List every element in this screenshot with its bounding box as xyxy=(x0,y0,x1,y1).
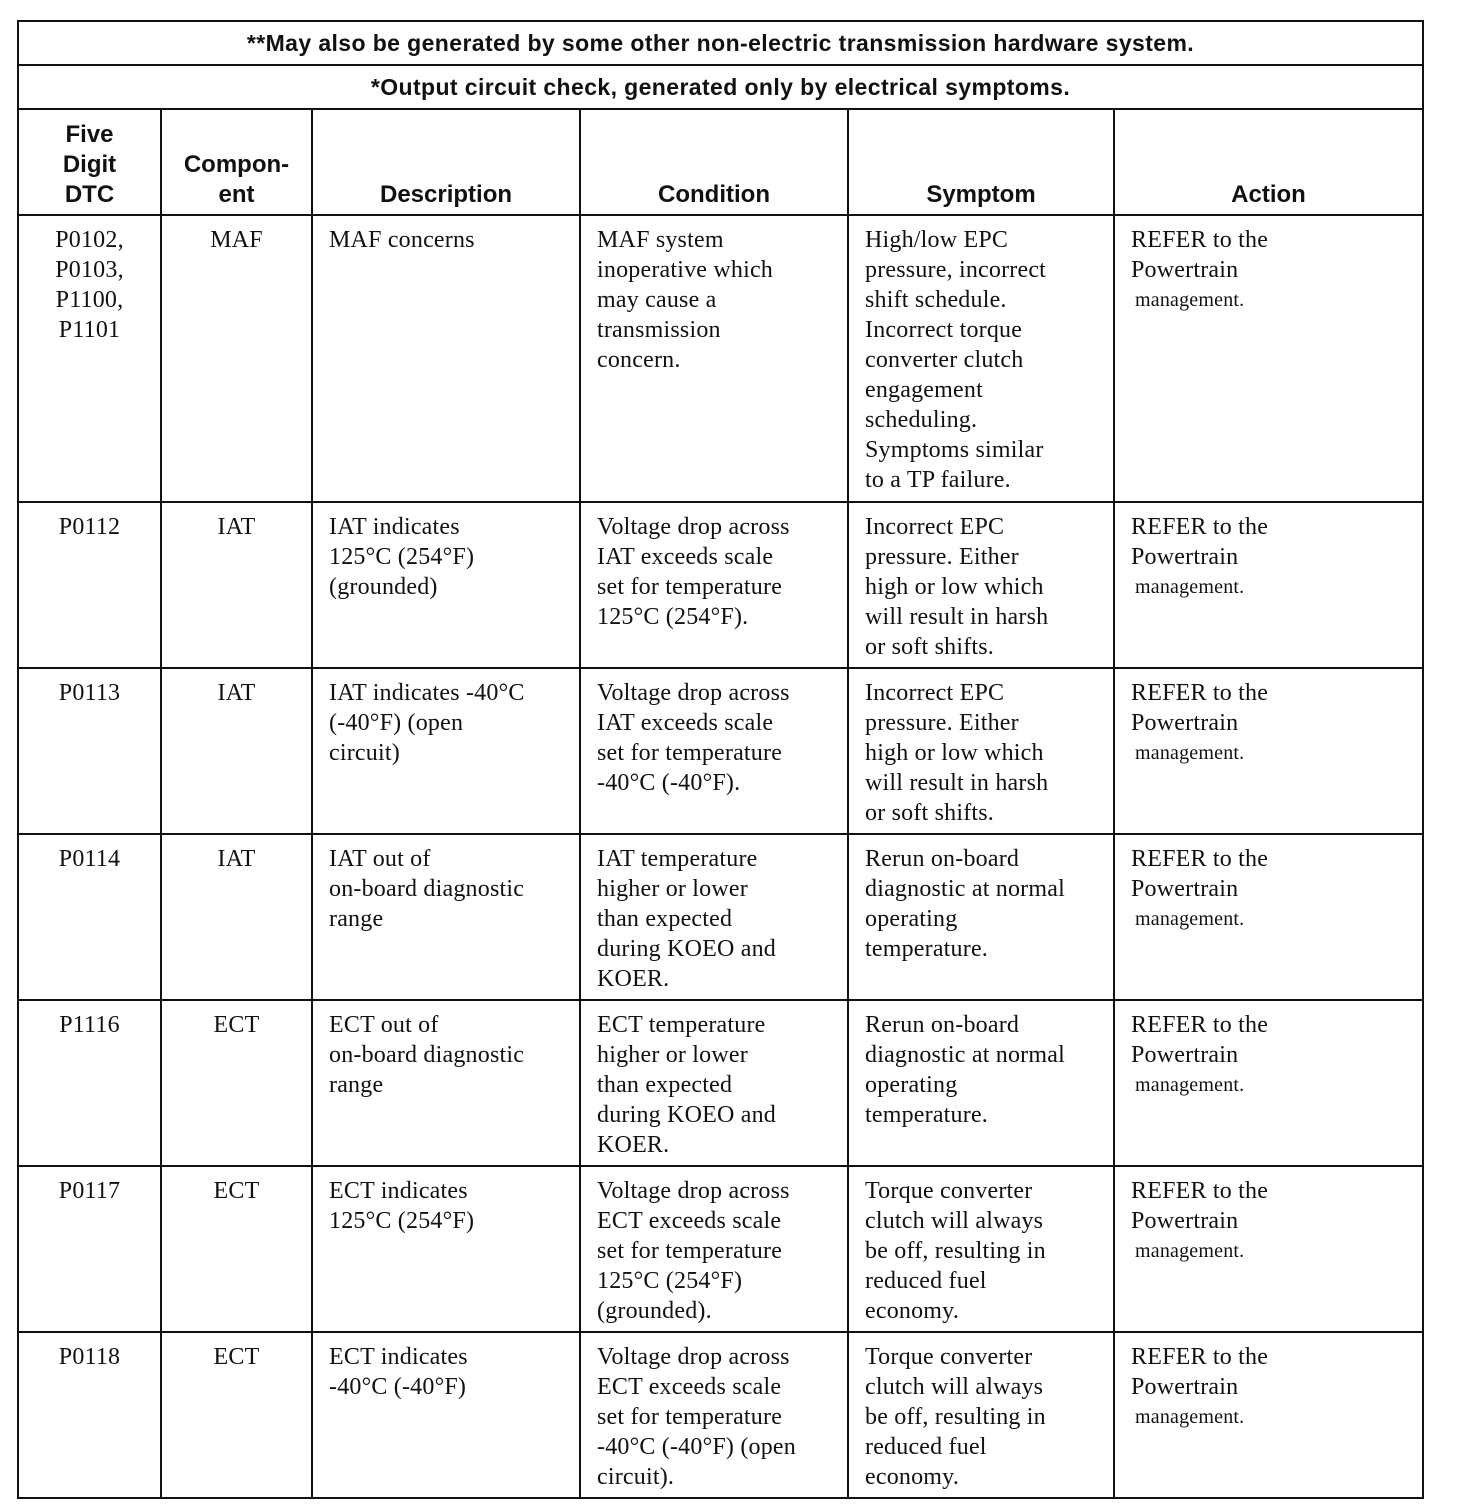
action-cell-line: management. xyxy=(1135,1074,1245,1096)
symptom-cell-line: Symptoms similar xyxy=(865,437,1044,463)
condition-cell-line: (grounded). xyxy=(597,1298,712,1324)
header-component-line: ent xyxy=(218,181,255,208)
condition-cell-line: IAT exceeds scale xyxy=(597,544,774,570)
condition-cell xyxy=(580,1166,848,1332)
dtc-cell xyxy=(18,1166,161,1332)
action-cell-line: REFER to the xyxy=(1131,680,1269,706)
action-cell xyxy=(1114,834,1423,1000)
condition-cell xyxy=(580,1332,848,1498)
action-cell-line: REFER to the xyxy=(1131,514,1269,540)
header-description xyxy=(312,109,580,215)
header-dtc-line: Digit xyxy=(62,151,117,178)
dtc-cell-line: P0112 xyxy=(58,514,121,540)
component-cell xyxy=(161,502,312,668)
action-cell-line: REFER to the xyxy=(1131,1344,1269,1370)
condition-cell-line: 125°C (254°F) xyxy=(597,1268,743,1294)
component-cell-line: IAT xyxy=(217,514,256,540)
symptom-cell-line: pressure. Either xyxy=(865,544,1019,570)
condition-cell-line: may cause a xyxy=(597,287,717,313)
note-row xyxy=(18,21,1423,65)
symptom-cell-line: clutch will always xyxy=(865,1208,1044,1234)
condition-cell-line: 125°C (254°F). xyxy=(597,604,749,630)
symptom-cell xyxy=(848,1166,1114,1332)
component-cell-line: ECT xyxy=(213,1344,260,1370)
action-cell xyxy=(1114,668,1423,834)
table-body xyxy=(18,21,1423,1498)
condition-cell xyxy=(580,668,848,834)
condition-cell-line: ECT exceeds scale xyxy=(597,1374,782,1400)
symptom-cell xyxy=(848,215,1114,502)
action-cell-line: Powertrain xyxy=(1131,710,1239,736)
symptom-cell-line: will result in harsh xyxy=(865,770,1049,796)
header-row xyxy=(18,109,1423,215)
symptom-cell-line: Torque converter xyxy=(865,1344,1033,1370)
symptom-cell-line: be off, resulting in xyxy=(865,1404,1046,1430)
condition-cell-line: Voltage drop across xyxy=(597,1344,790,1370)
dtc-cell-line: P0118 xyxy=(58,1344,121,1370)
description-cell-line: (-40°F) (open xyxy=(329,710,464,736)
table-row xyxy=(18,1166,1423,1332)
dtc-cell-line: P0114 xyxy=(58,846,121,872)
header-component xyxy=(161,109,312,215)
condition-cell-line: during KOEO and xyxy=(597,936,776,962)
symptom-cell-line: Rerun on-board xyxy=(865,1012,1020,1038)
symptom-cell-line: or soft shifts. xyxy=(865,634,994,660)
dtc-cell xyxy=(18,215,161,502)
condition-cell-line: KOER. xyxy=(597,966,670,992)
symptom-cell-line: high or low which xyxy=(865,574,1044,600)
condition-cell-line: ECT temperature xyxy=(597,1012,766,1038)
condition-cell-line: -40°C (-40°F) (open xyxy=(597,1434,796,1460)
condition-cell-line: inoperative which xyxy=(597,257,774,283)
description-cell-line: range xyxy=(329,906,384,932)
action-cell-line: management. xyxy=(1135,1240,1245,1262)
symptom-cell-line: economy. xyxy=(865,1464,960,1490)
description-cell-line: IAT indicates xyxy=(329,514,460,540)
table-row xyxy=(18,668,1423,834)
description-cell-line: MAF concerns xyxy=(329,227,475,253)
condition-cell xyxy=(580,215,848,502)
condition-cell-line: -40°C (-40°F). xyxy=(597,770,741,796)
dtc-cell xyxy=(18,1000,161,1166)
header-action-line: Action xyxy=(1231,181,1306,208)
condition-cell-line: than expected xyxy=(597,906,733,932)
header-condition xyxy=(580,109,848,215)
condition-cell-line: Voltage drop across xyxy=(597,1178,790,1204)
dtc-cell-line: P1101 xyxy=(58,317,121,343)
description-cell-line: range xyxy=(329,1072,384,1098)
condition-cell-line: than expected xyxy=(597,1072,733,1098)
description-cell-line: IAT indicates -40°C xyxy=(329,680,525,706)
dtc-cell-line: P0103, xyxy=(55,257,124,283)
header-condition-line: Condition xyxy=(658,181,770,208)
symptom-cell-line: be off, resulting in xyxy=(865,1238,1046,1264)
action-cell-line: Powertrain xyxy=(1131,544,1239,570)
table-row xyxy=(18,1000,1423,1166)
symptom-cell xyxy=(848,502,1114,668)
condition-cell-line: set for temperature xyxy=(597,1404,783,1430)
action-cell-line: Powertrain xyxy=(1131,876,1239,902)
symptom-cell-line: clutch will always xyxy=(865,1374,1044,1400)
note-output-circuit: *Output circuit check, generated only by electrical symptoms. xyxy=(18,65,1423,109)
header-dtc-line: Five xyxy=(65,121,114,148)
description-cell xyxy=(312,502,580,668)
component-cell xyxy=(161,1166,312,1332)
condition-cell-line: IAT exceeds scale xyxy=(597,710,774,736)
table-row xyxy=(18,834,1423,1000)
symptom-cell xyxy=(848,1000,1114,1166)
action-cell-line: management. xyxy=(1135,742,1245,764)
description-cell-line: circuit) xyxy=(329,740,400,766)
symptom-cell xyxy=(848,834,1114,1000)
action-cell-line: management. xyxy=(1135,908,1245,930)
dtc-cell xyxy=(18,668,161,834)
description-cell xyxy=(312,1332,580,1498)
symptom-cell-line: operating xyxy=(865,906,958,932)
action-cell xyxy=(1114,1332,1423,1498)
action-cell-line: Powertrain xyxy=(1131,1208,1239,1234)
symptom-cell-line: shift schedule. xyxy=(865,287,1007,313)
description-cell-line: -40°C (-40°F) xyxy=(329,1374,467,1400)
action-cell xyxy=(1114,1166,1423,1332)
description-cell-line: on-board diagnostic xyxy=(329,1042,525,1068)
description-cell xyxy=(312,834,580,1000)
condition-cell-line: ECT exceeds scale xyxy=(597,1208,782,1234)
condition-cell-line: transmission xyxy=(597,317,721,343)
header-dtc xyxy=(18,109,161,215)
action-cell-line: REFER to the xyxy=(1131,1178,1269,1204)
condition-cell xyxy=(580,502,848,668)
description-cell-line: on-board diagnostic xyxy=(329,876,525,902)
symptom-cell-line: engagement xyxy=(865,377,983,403)
action-cell-line: management. xyxy=(1135,1406,1245,1428)
header-symptom xyxy=(848,109,1114,215)
table-row xyxy=(18,1332,1423,1498)
description-cell-line: ECT indicates xyxy=(329,1178,468,1204)
description-cell-line: 125°C (254°F) xyxy=(329,1208,475,1234)
symptom-cell-line: Torque converter xyxy=(865,1178,1033,1204)
component-cell xyxy=(161,668,312,834)
symptom-cell-line: reduced fuel xyxy=(865,1434,987,1460)
dtc-table xyxy=(17,20,1424,1499)
action-cell-line: management. xyxy=(1135,289,1245,311)
description-cell-line: ECT out of xyxy=(329,1012,439,1038)
symptom-cell-line: diagnostic at normal xyxy=(865,876,1065,902)
component-cell xyxy=(161,1000,312,1166)
dtc-cell xyxy=(18,502,161,668)
header-component-line: Compon- xyxy=(183,151,290,178)
symptom-cell-line: Incorrect EPC xyxy=(865,680,1005,706)
description-cell xyxy=(312,668,580,834)
condition-cell xyxy=(580,834,848,1000)
condition-cell-line: higher or lower xyxy=(597,876,748,902)
note-other-hardware: **May also be generated by some other non-electric transmission hardware system. xyxy=(18,21,1423,65)
symptom-cell-line: scheduling. xyxy=(865,407,978,433)
condition-cell-line: set for temperature xyxy=(597,1238,783,1264)
condition-cell-line: KOER. xyxy=(597,1132,670,1158)
symptom-cell-line: high or low which xyxy=(865,740,1044,766)
component-cell-line: MAF xyxy=(210,227,263,253)
action-cell-line: REFER to the xyxy=(1131,227,1269,253)
condition-cell xyxy=(580,1000,848,1166)
component-cell xyxy=(161,834,312,1000)
description-cell xyxy=(312,215,580,502)
description-cell xyxy=(312,1166,580,1332)
condition-cell-line: IAT temperature xyxy=(597,846,758,872)
component-cell-line: IAT xyxy=(217,680,256,706)
symptom-cell-line: reduced fuel xyxy=(865,1268,987,1294)
dtc-cell-line: P0113 xyxy=(58,680,121,706)
action-cell-line: management. xyxy=(1135,576,1245,598)
condition-cell-line: set for temperature xyxy=(597,574,783,600)
note-row xyxy=(18,65,1423,109)
condition-cell-line: concern. xyxy=(597,347,681,373)
action-cell-line: REFER to the xyxy=(1131,846,1269,872)
component-cell-line: IAT xyxy=(217,846,256,872)
symptom-cell-line: to a TP failure. xyxy=(865,467,1011,493)
symptom-cell-line: temperature. xyxy=(865,1102,988,1128)
symptom-cell-line: or soft shifts. xyxy=(865,800,994,826)
header-description-line: Description xyxy=(379,181,513,208)
dtc-cell-line: P1116 xyxy=(59,1012,120,1038)
component-cell xyxy=(161,1332,312,1498)
description-cell-line: ECT indicates xyxy=(329,1344,468,1370)
action-cell-line: REFER to the xyxy=(1131,1012,1269,1038)
symptom-cell-line: Rerun on-board xyxy=(865,846,1020,872)
condition-cell-line: circuit). xyxy=(597,1464,675,1490)
condition-cell-line: Voltage drop across xyxy=(597,680,790,706)
component-cell-line: ECT xyxy=(213,1178,260,1204)
action-cell-line: Powertrain xyxy=(1131,1374,1239,1400)
symptom-cell-line: diagnostic at normal xyxy=(865,1042,1065,1068)
dtc-cell xyxy=(18,834,161,1000)
header-action xyxy=(1114,109,1423,215)
action-cell xyxy=(1114,502,1423,668)
dtc-cell-line: P0102, xyxy=(55,227,124,253)
description-cell-line: 125°C (254°F) xyxy=(329,544,475,570)
symptom-cell-line: pressure. Either xyxy=(865,710,1019,736)
action-cell xyxy=(1114,215,1423,502)
symptom-cell-line: operating xyxy=(865,1072,958,1098)
symptom-cell-line: temperature. xyxy=(865,936,988,962)
condition-cell-line: during KOEO and xyxy=(597,1102,776,1128)
action-cell-line: Powertrain xyxy=(1131,1042,1239,1068)
symptom-cell-line: economy. xyxy=(865,1298,960,1324)
description-cell xyxy=(312,1000,580,1166)
description-cell-line: IAT out of xyxy=(329,846,431,872)
condition-cell-line: higher or lower xyxy=(597,1042,748,1068)
description-cell-line: (grounded) xyxy=(329,574,438,600)
condition-cell-line: Voltage drop across xyxy=(597,514,790,540)
table-row xyxy=(18,502,1423,668)
component-cell-line: ECT xyxy=(213,1012,260,1038)
dtc-cell xyxy=(18,1332,161,1498)
action-cell xyxy=(1114,1000,1423,1166)
symptom-cell-line: Incorrect EPC xyxy=(865,514,1005,540)
condition-cell-line: set for temperature xyxy=(597,740,783,766)
action-cell-line: Powertrain xyxy=(1131,257,1239,283)
component-cell xyxy=(161,215,312,502)
dtc-cell-line: P0117 xyxy=(58,1178,121,1204)
symptom-cell-line: converter clutch xyxy=(865,347,1024,373)
header-dtc-line: DTC xyxy=(64,181,115,208)
header-symptom-line: Symptom xyxy=(926,181,1036,208)
condition-cell-line: MAF system xyxy=(597,227,724,253)
dtc-cell-line: P1100, xyxy=(55,287,124,313)
symptom-cell-line: pressure, incorrect xyxy=(865,257,1047,283)
table-row xyxy=(18,215,1423,502)
symptom-cell xyxy=(848,668,1114,834)
symptom-cell-line: will result in harsh xyxy=(865,604,1049,630)
symptom-cell-line: Incorrect torque xyxy=(865,317,1023,343)
symptom-cell-line: High/low EPC xyxy=(865,227,1009,253)
symptom-cell xyxy=(848,1332,1114,1498)
